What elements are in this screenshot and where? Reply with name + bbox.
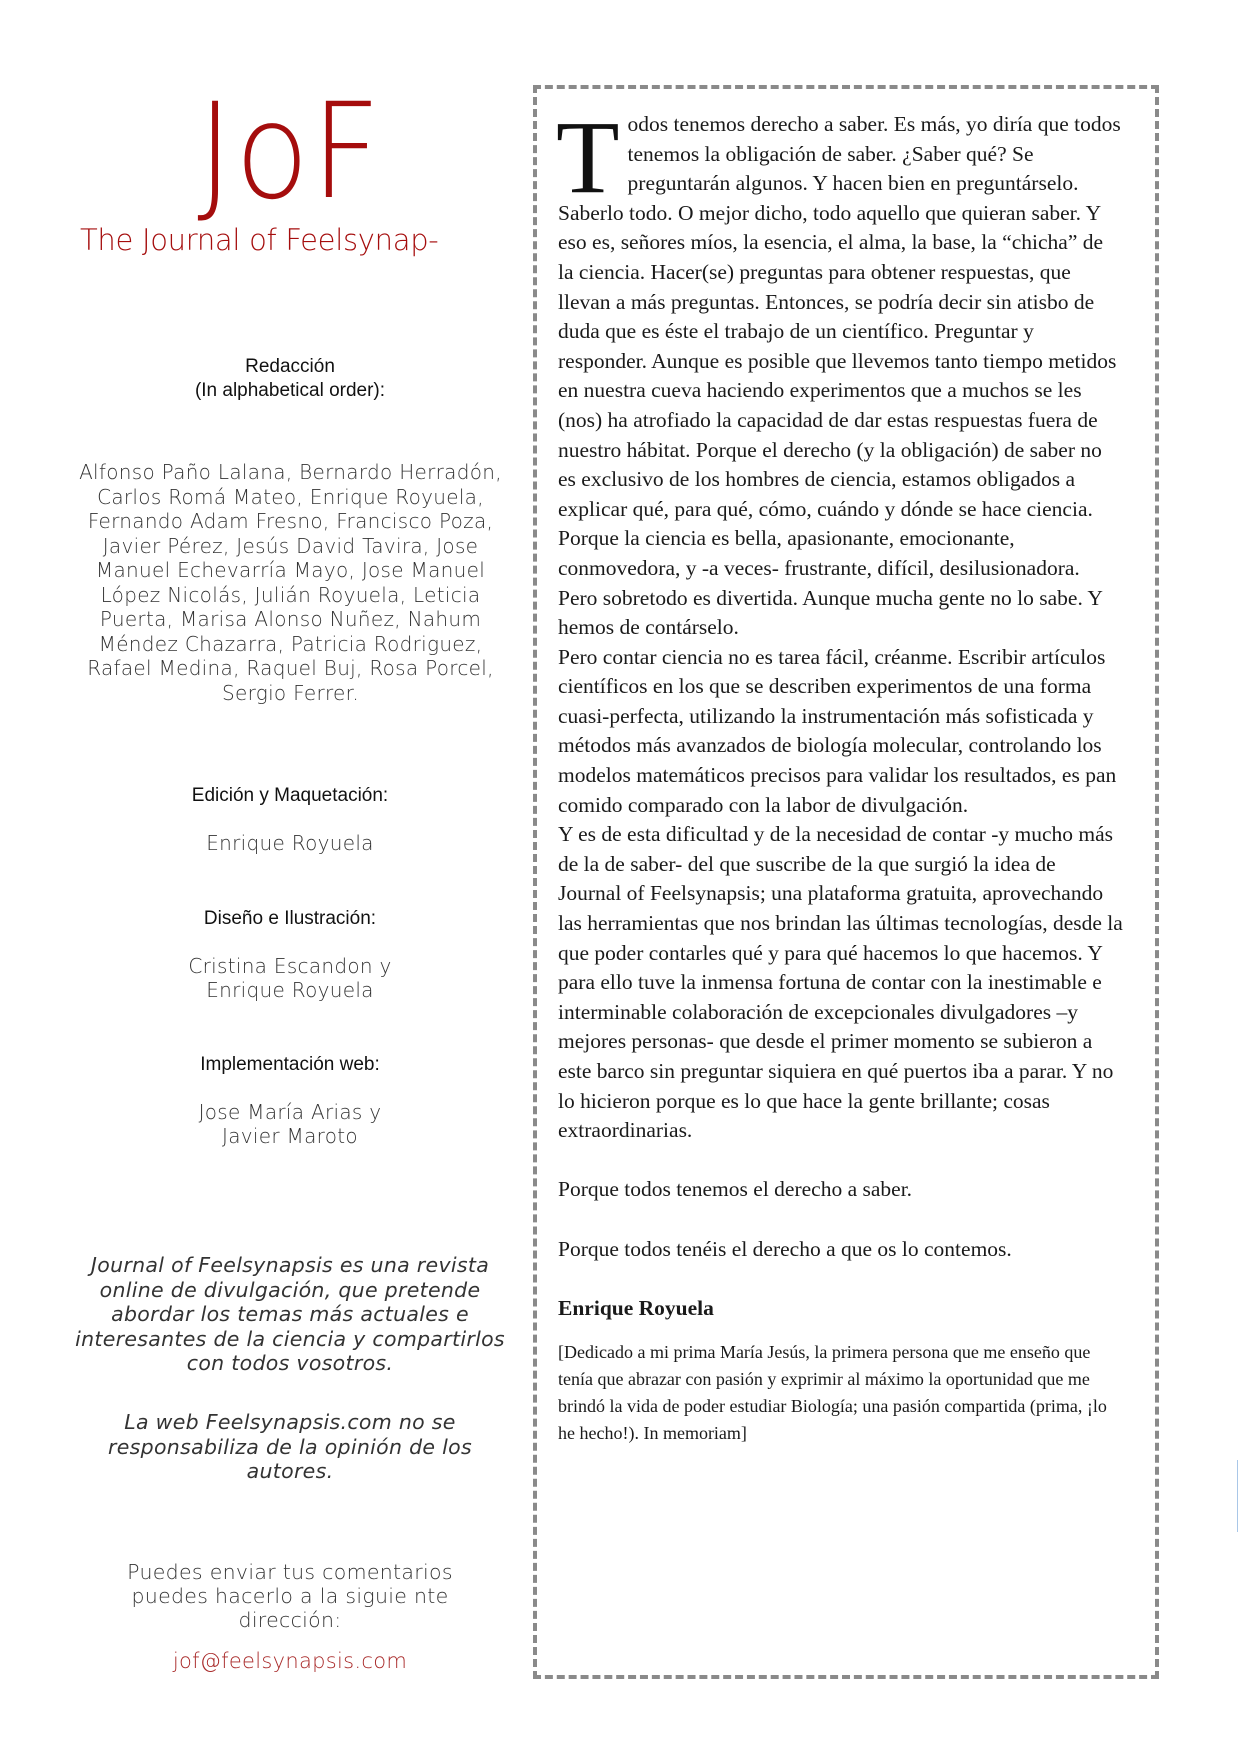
diseno-value xyxy=(70,954,510,1002)
edicion-heading: Edición y Maquetación: xyxy=(191,785,389,806)
diseno-value-line2: Enrique Royuela xyxy=(206,978,374,1002)
implementacion-heading: Implementación web: xyxy=(200,1054,380,1075)
article-signature: Enrique Royuela xyxy=(558,1295,714,1320)
redaccion-heading-line2: (In alphabetical order): xyxy=(194,380,386,401)
implementacion-value xyxy=(70,1100,510,1148)
article-paragraph-1 xyxy=(556,100,1123,643)
journal-logo: JoF xyxy=(197,75,383,229)
redaccion-heading-line1: Redacción xyxy=(245,356,335,377)
contact-email-link[interactable]: jof@feelsynapsis.com xyxy=(172,1649,408,1673)
redaccion-heading xyxy=(70,355,510,403)
editorial-article xyxy=(556,100,1123,1447)
implementacion-value-line1: Jose María Arias y xyxy=(198,1100,382,1124)
article-paragraph-1-text: odos tenemos derecho a saber. Es más, yo diría que todos tenemos la obligación de saber. ¿Saber qué? Se preguntarán algunos. Y hacen bien en preguntárselo. Saberlo todo. O mejor dicho, todo aquello que quieran saber. Y eso es, señores míos, la esencia, el alma, la base, la “chicha” de la ciencia. Hacer(se) preguntas para obtener respuestas, que llevan a más preguntas. Entonces, se podría decir sin atisbo de duda que es éste el trabajo de un científico. Preguntar y responder. Aunque es posible que llevemos tanto tiempo metidos en nuestra cueva haciendo experimentos que a muchos se les (nos) ha atrofiado la capacidad de dar estas respuestas fuera de nuestro hábitat. Porque el derecho (y la obligación) de saber no es exclusivo de los hombres de ciencia, estamos obligados a explicar qué, para qué, cómo, cuándo y dónde se hace ciencia. Porque la ciencia es bella, apasionante, emocionante, conmovedora, y -a veces- frustrante, difícil, desilusionadora. Pero sobretodo es divertida. Aunque mucha gente no lo sabe. Y hemos de contárselo. xyxy=(558,112,1121,640)
article-paragraph-3: Y es de esta dificultad y de la necesidad de contar -y mucho más de la de saber- del que suscribe de la que surgió la idea de Journal of Feelsynapsis; una plataforma gratuita, aprovechando las herramientas que nos brindan las últimas tecnologías, desde la que poder contarles qué y para qué hacemos lo que hacemos. Y para ello tuve la inmensa fortuna de contar con la inestimable e interminable colaboración de excepcionales divulgadores –y mejores personas- que desde el primer momento se subieron a este barco sin preguntar siquiera en qué puertos iba a parar. Y no lo hicieron porque es lo que hace la gente brillante; cosas extraordinarias. xyxy=(558,822,1123,1143)
page-edge-mark xyxy=(1237,1460,1238,1532)
implementacion-value-line2: Javier Maroto xyxy=(222,1124,358,1148)
diseno-value-line1: Cristina Escandon y xyxy=(188,954,392,978)
about-text: Journal of Feelsynapsis es una revista online de divulgación, que pretende abordar los temas más actuales e interesantes de la ciencia y compartirlos con todos vosotros. xyxy=(75,1253,505,1375)
article-closing-2: Porque todos tenéis el derecho a que os lo contemos. xyxy=(558,1236,1012,1261)
disclaimer-text: La web Feelsynapsis.com no se responsabiliza de la opinión de los autores. xyxy=(108,1410,472,1483)
article-closing-1: Porque todos tenemos el derecho a saber. xyxy=(558,1177,913,1202)
contact-text: Puedes enviar tus comentarios puedes hacerlo a la siguie nte dirección: xyxy=(127,1560,453,1632)
journal-subtitle: The Journal of Feelsynap- xyxy=(80,223,439,257)
article-paragraph-2: Pero contar ciencia no es tarea fácil, créanme. Escribir artículos científicos en los que se describen experimentos de una forma cuasi-perfecta, utilizando la instrumentación más sofisticada y métodos más avanzados de biología molecular, controlando los modelos matemáticos precisos para validar los resultados, es pan comido comparado con la labor de divulgación. xyxy=(558,644,1117,817)
article-dedication: [Dedicado a mi prima María Jesús, la primera persona que me enseño que tenía que abrazar con pasión y exprimir al máximo la oportunidad que me brindó la vida de poder estudiar Biología; una pasión compartida (prima, ¡lo he hecho!). In memoriam] xyxy=(558,1342,1107,1444)
diseno-heading: Diseño e Ilustración: xyxy=(203,908,377,929)
edicion-value: Enrique Royuela xyxy=(206,831,374,855)
drop-cap: T xyxy=(556,100,620,215)
redactores-list: Alfonso Paño Lalana, Bernardo Herradón, Carlos Romá Mateo, Enrique Royuela, Fernando Adam Fresno, Francisco Poza, Javier Pérez, Jesús David Tavira, Jose Manuel Echevarría Mayo, Jose Manuel López Nicolás, Julián Royuela, Leticia Puerta, Marisa Alonso Nuñez, Nahum Méndez Chazarra, Patricia Rodriguez, Rafael Medina, Raquel Buj, Rosa Porcel, Sergio Ferrer. xyxy=(79,460,502,705)
